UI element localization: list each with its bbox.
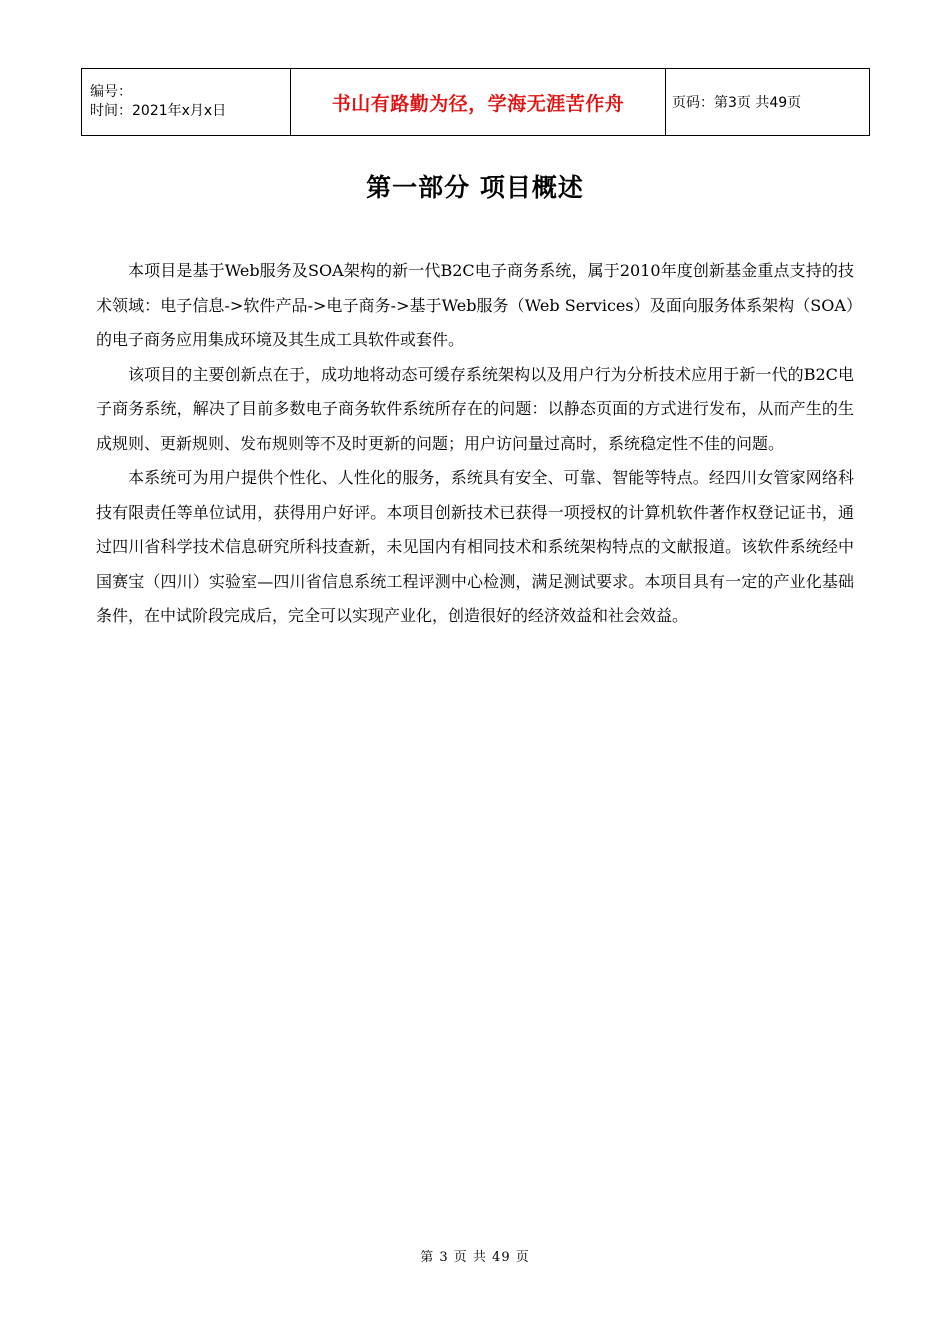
page-title: 第一部分 项目概述 — [366, 173, 584, 202]
document-number-label: 编号： — [90, 84, 132, 100]
header-table — [81, 68, 870, 136]
document-date: 时间：2021年x月x日 — [90, 103, 227, 119]
body-text — [96, 254, 854, 634]
paragraph-1: 本项目是基于Web服务及SOA架构的新一代B2C电子商务系统，属于2010年度创新基金重点支持的技术领域：电子信息->软件产品->电子商务->基于Web服务（Web Services）及面向服务体系架构（SOA）的电子商务应用集成环境及其生成工具软件或套件。 — [96, 261, 854, 349]
header-motto: 书山有路勤为径，学海无涯苦作舟 — [291, 69, 666, 136]
header-page-info: 页码：第3页 共49页 — [666, 69, 870, 136]
paragraph-3: 本系统可为用户提供个性化、人性化的服务，系统具有安全、可靠、智能等特点。经四川女管家网络科技有限责任等单位试用，获得用户好评。本项目创新技术已获得一项授权的计算机软件著作权登记证书，通过四川省科学技术信息研究所科技查新，未见国内有相同技术和系统架构特点的文献报道。该软件系统经中国赛宝（四川）实验室—四川省信息系统工程评测中心检测，满足测试要求。本项目具有一定的产业化基础条件，在中试阶段完成后，完全可以实现产业化，创造很好的经济效益和社会效益。 — [96, 468, 854, 625]
page-footer: 第 3 页 共 49 页 — [420, 1250, 530, 1265]
paragraph-2: 该项目的主要创新点在于，成功地将动态可缓存系统架构以及用户行为分析技术应用于新一代的B2C电子商务系统，解决了目前多数电子商务软件系统所存在的问题：以静态页面的方式进行发布，从而产生的生成规则、更新规则、发布规则等不及时更新的问题；用户访问量过高时，系统稳定性不佳的问题。 — [96, 364, 854, 453]
header-meta-cell — [82, 69, 291, 136]
